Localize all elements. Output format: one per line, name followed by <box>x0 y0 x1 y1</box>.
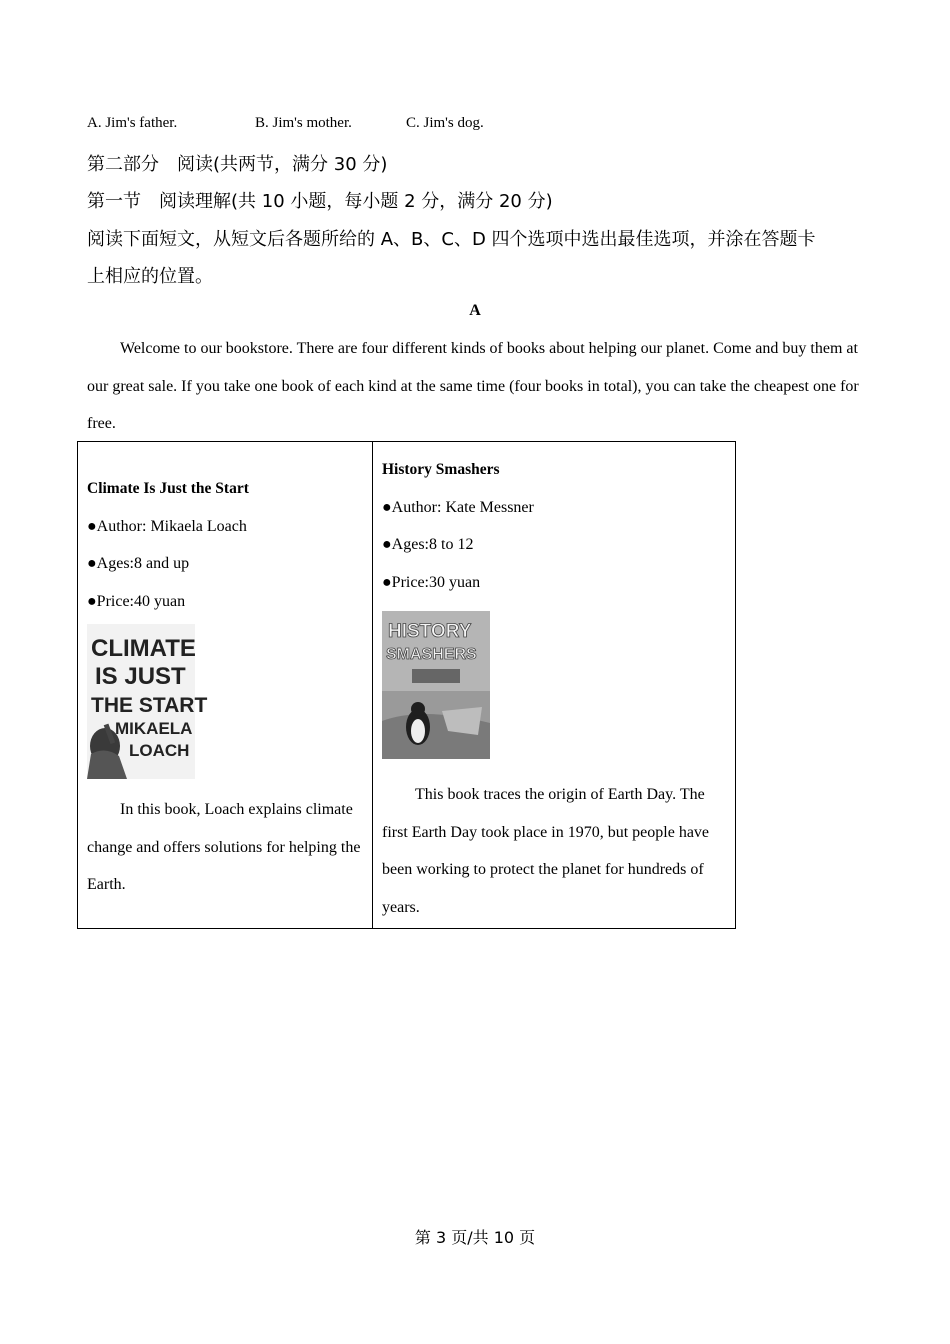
cover-line: THE START <box>91 694 208 717</box>
book-description: This book traces the origin of Earth Day. The first Earth Day took place in 1970, but people have been working to protect the planet for hundreds of years. <box>382 786 710 916</box>
passage-letter: A <box>469 302 481 319</box>
intro-paragraph: Welcome to our bookstore. There are four different kinds of books about helping our planet. Come and buy them at our great sale. If you take one book of each kind at the same time (four books in total), you can take the cheapest one for free. <box>87 340 859 432</box>
option-c: C. Jim's dog. <box>406 115 484 131</box>
page-footer: 第 3 页/共 10 页 <box>414 1228 536 1247</box>
book-price: ●Price:30 yuan <box>382 573 481 591</box>
book-cell-history <box>373 442 736 929</box>
book-ages: ●Ages:8 and up <box>87 555 190 572</box>
cover-line: CLIMATE <box>91 635 196 662</box>
history-book-cover-image <box>382 611 490 759</box>
book-description: In this book, Loach explains climate change and offers solutions for helping the Earth. <box>87 801 361 893</box>
book-ages: ●Ages:8 to 12 <box>382 536 474 553</box>
book-author: ●Author: Mikaela Loach <box>87 517 247 535</box>
cover-line: LOACH <box>129 741 190 760</box>
book-price: ●Price:40 yuan <box>87 592 186 610</box>
cover-line: IS JUST <box>95 663 186 690</box>
part-heading: 第二部分 阅读(共两节，满分 30 分) <box>87 154 388 175</box>
option-a: A. Jim's father. <box>87 115 178 131</box>
book-author: ●Author: Kate Messner <box>382 498 534 516</box>
cover-line: MIKAELA <box>115 719 193 738</box>
book-title: Climate Is Just the Start <box>87 480 249 497</box>
instruction-line-2: 上相应的位置。 <box>87 266 213 287</box>
option-b: B. Jim's mother. <box>255 115 352 131</box>
cover-line: HISTORY <box>388 621 472 642</box>
section-heading: 第一节 阅读理解(共 10 小题，每小题 2 分，满分 20 分) <box>87 191 553 212</box>
climate-book-cover-image <box>87 624 208 779</box>
book-title: History Smashers <box>382 461 500 478</box>
instruction-line-1: 阅读下面短文，从短文后各题所给的 A、B、C、D 四个选项中选出最佳选项，并涂在答题卡 <box>87 229 816 250</box>
book-cell-climate <box>78 442 373 929</box>
cover-line: SMASHERS <box>386 646 477 663</box>
books-table <box>77 441 736 929</box>
